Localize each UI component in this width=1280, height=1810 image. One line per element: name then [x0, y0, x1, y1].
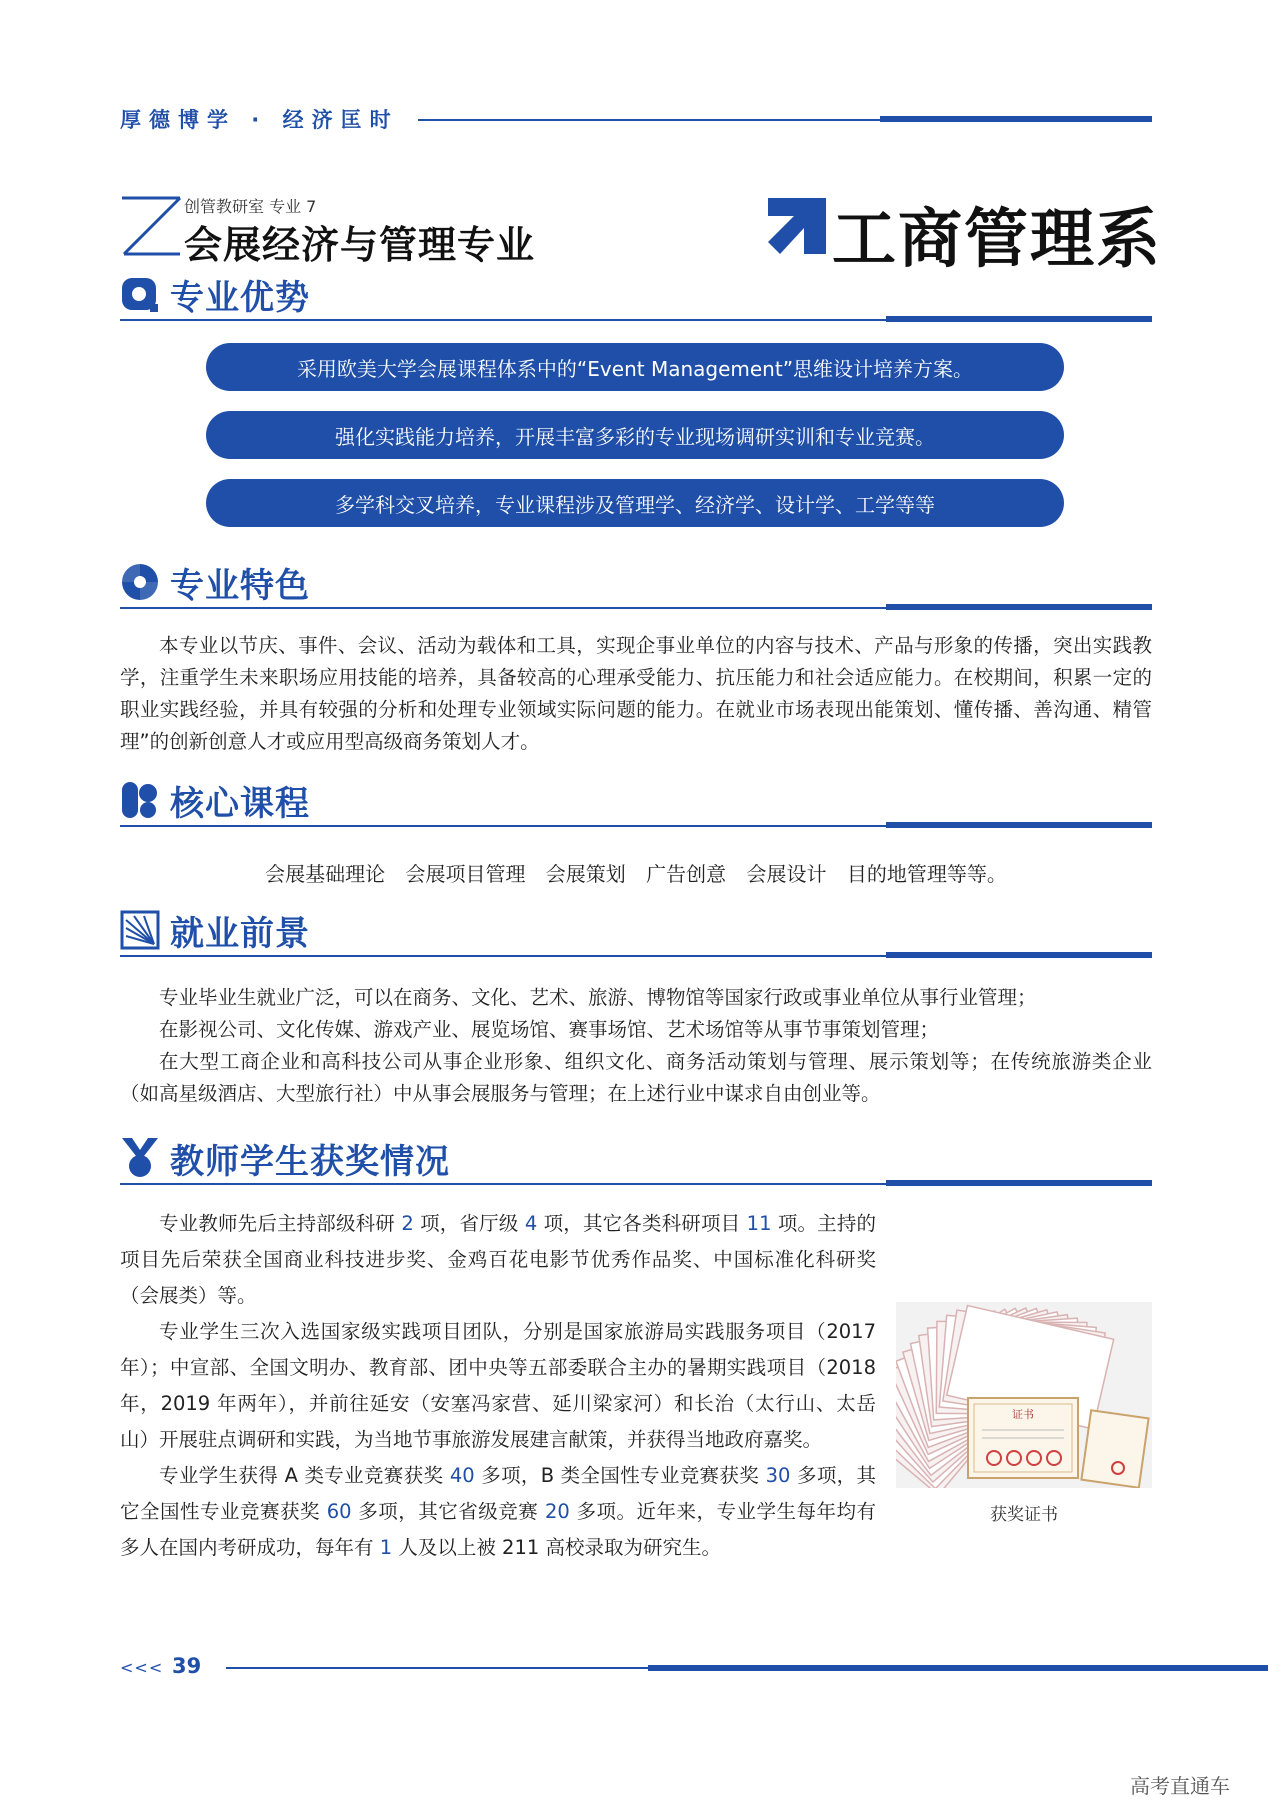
awards-students — [120, 1458, 876, 1566]
watermark: 高考直通车 — [1130, 1774, 1230, 1798]
photo-caption: 获奖证书 — [990, 1505, 1058, 1525]
prospects-line: 在大型工商企业和高科技公司从事企业形象、组织文化、商务活动策划与管理、展示策划等；在传统旅游类企业（如高星级酒店、大型旅行社）中从事会展服务与管理；在上述行业中谋求自由创业等。 — [120, 1050, 1152, 1105]
section-divider-accent — [886, 316, 1152, 322]
department-title: 工商管理系 — [832, 203, 1162, 277]
count-value: 11 — [746, 1212, 772, 1235]
prospects-paragraph — [120, 982, 1152, 1110]
advantage-pill: 强化实践能力培养，开展丰富多彩的专业现场调研实训和专业竞赛。 — [206, 411, 1064, 459]
text-run: 多项，B 类全国性专业竞赛获奖 — [481, 1464, 760, 1487]
section-courses — [120, 772, 1152, 828]
count-value: 1 — [379, 1536, 393, 1559]
section-awards — [120, 1130, 1152, 1186]
department-arrow-icon — [768, 198, 826, 254]
text-run: 项，省厅级 — [420, 1212, 519, 1235]
section-title-advantage: 专业优势 — [170, 278, 310, 318]
certificate-label: 证书 — [1012, 1408, 1034, 1421]
page-arrows: <<< — [120, 1658, 164, 1677]
count-value: 30 — [765, 1464, 791, 1487]
header-divider-thick — [880, 116, 1152, 122]
page-number: 39 — [172, 1654, 202, 1678]
footer-divider-thin — [226, 1667, 648, 1669]
section-features — [120, 554, 1152, 610]
section-divider-accent — [886, 822, 1152, 828]
count-value: 20 — [544, 1500, 570, 1523]
footer-divider-thick — [648, 1665, 1268, 1671]
section-title-awards: 教师学生获奖情况 — [170, 1142, 450, 1182]
page-motto: 厚德博学 · 经济匡时 — [120, 108, 399, 132]
features-text: 本专业以节庆、事件、会议、活动为载体和工具，实现企事业单位的内容与技术、产品与形象的传播，突出实践教学，注重学生未来职场应用技能的培养，具备较高的心理承受能力、抗压能力和社会适应能力。在校期间，积累一定的职业实践经验，并具有较强的分析和处理专业领域实际问题的能力。在就业市场表现出能策划、懂传播、善沟通、精管理”的创新创意人才或应用型高级商务策划人才。 — [120, 634, 1152, 753]
text-run: 多项。近年来，专业学生每年均有多人在国内考研成功，每年有 — [120, 1500, 876, 1559]
advantage-pill: 采用欧美大学会展课程体系中的“Event Management”思维设计培养方案。 — [206, 343, 1064, 391]
header-divider-thin — [418, 119, 880, 121]
awards-practice: 专业学生三次入选国家级实践项目团队，分别是国家旅游局实践服务项目（2017 年）；中宣部、全国文明办、教育部、团中央等五部委联合主办的暑期实践项目（2018 年，2019 年两年），并前往延安（安塞冯家营、延川梁家河）和长治（太行山、太岳山）开展驻点调研和实践，为当地节事旅游发展建言献策，并获得当地政府嘉奖。 — [120, 1320, 876, 1451]
count-value: 40 — [449, 1464, 475, 1487]
circles-icon — [120, 780, 160, 820]
text-run: 专业学生获得 A 类专业竞赛获奖 — [159, 1464, 444, 1487]
text-run: 项。主持的项目先后荣获全国商业科技进步奖、金鸡百花电影节优秀作品奖、中国标准化科研奖（会展类）等。 — [120, 1212, 877, 1307]
text-run: 多项，其它全国性专业竞赛获奖 — [120, 1464, 877, 1523]
text-run: 多项，其它省级竞赛 — [358, 1500, 539, 1523]
magnifier-icon — [120, 274, 160, 314]
text-run: 专业教师先后主持部级科研 — [159, 1212, 395, 1235]
pinwheel-icon — [120, 562, 160, 602]
awards-paragraphs — [120, 1206, 876, 1566]
text-run: 项，其它各类科研项目 — [543, 1212, 741, 1235]
section-divider-accent — [886, 952, 1152, 958]
section-divider-accent — [886, 1180, 1152, 1186]
prospects-line: 专业毕业生就业广泛，可以在商务、文化、艺术、旅游、博物馆等国家行政或事业单位从事行业管理； — [159, 986, 1037, 1009]
count-value: 2 — [401, 1212, 414, 1235]
text-run: 人及以上被 211 高校录取为研究生。 — [398, 1536, 721, 1559]
count-value: 60 — [326, 1500, 352, 1523]
section-prospects — [120, 902, 1152, 958]
lines-icon — [120, 910, 160, 950]
major-arrow-icon — [120, 196, 182, 256]
features-paragraph — [120, 630, 1152, 758]
certificates-photo — [896, 1302, 1152, 1488]
certificates-illustration — [896, 1302, 1152, 1488]
prospects-line: 在影视公司、文化传媒、游戏产业、展览场馆、赛事场馆、艺术场馆等从事节事策划管理； — [159, 1018, 940, 1041]
major-title: 会展经济与管理专业 — [184, 223, 536, 267]
courses-list: 会展基础理论 会展项目管理 会展策划 广告创意 会展设计 目的地管理等等。 — [265, 862, 1007, 886]
section-advantage — [120, 266, 1152, 322]
major-small-label: 创管教研室 专业 7 — [184, 197, 317, 216]
section-title-courses: 核心课程 — [170, 784, 310, 824]
advantage-pill: 多学科交叉培养，专业课程涉及管理学、经济学、设计学、工学等等 — [206, 479, 1064, 527]
awards-teachers — [120, 1206, 876, 1314]
section-title-prospects: 就业前景 — [170, 914, 310, 954]
section-divider-accent — [886, 604, 1152, 610]
count-value: 4 — [524, 1212, 538, 1235]
medal-icon — [120, 1138, 160, 1178]
section-title-features: 专业特色 — [170, 566, 310, 606]
